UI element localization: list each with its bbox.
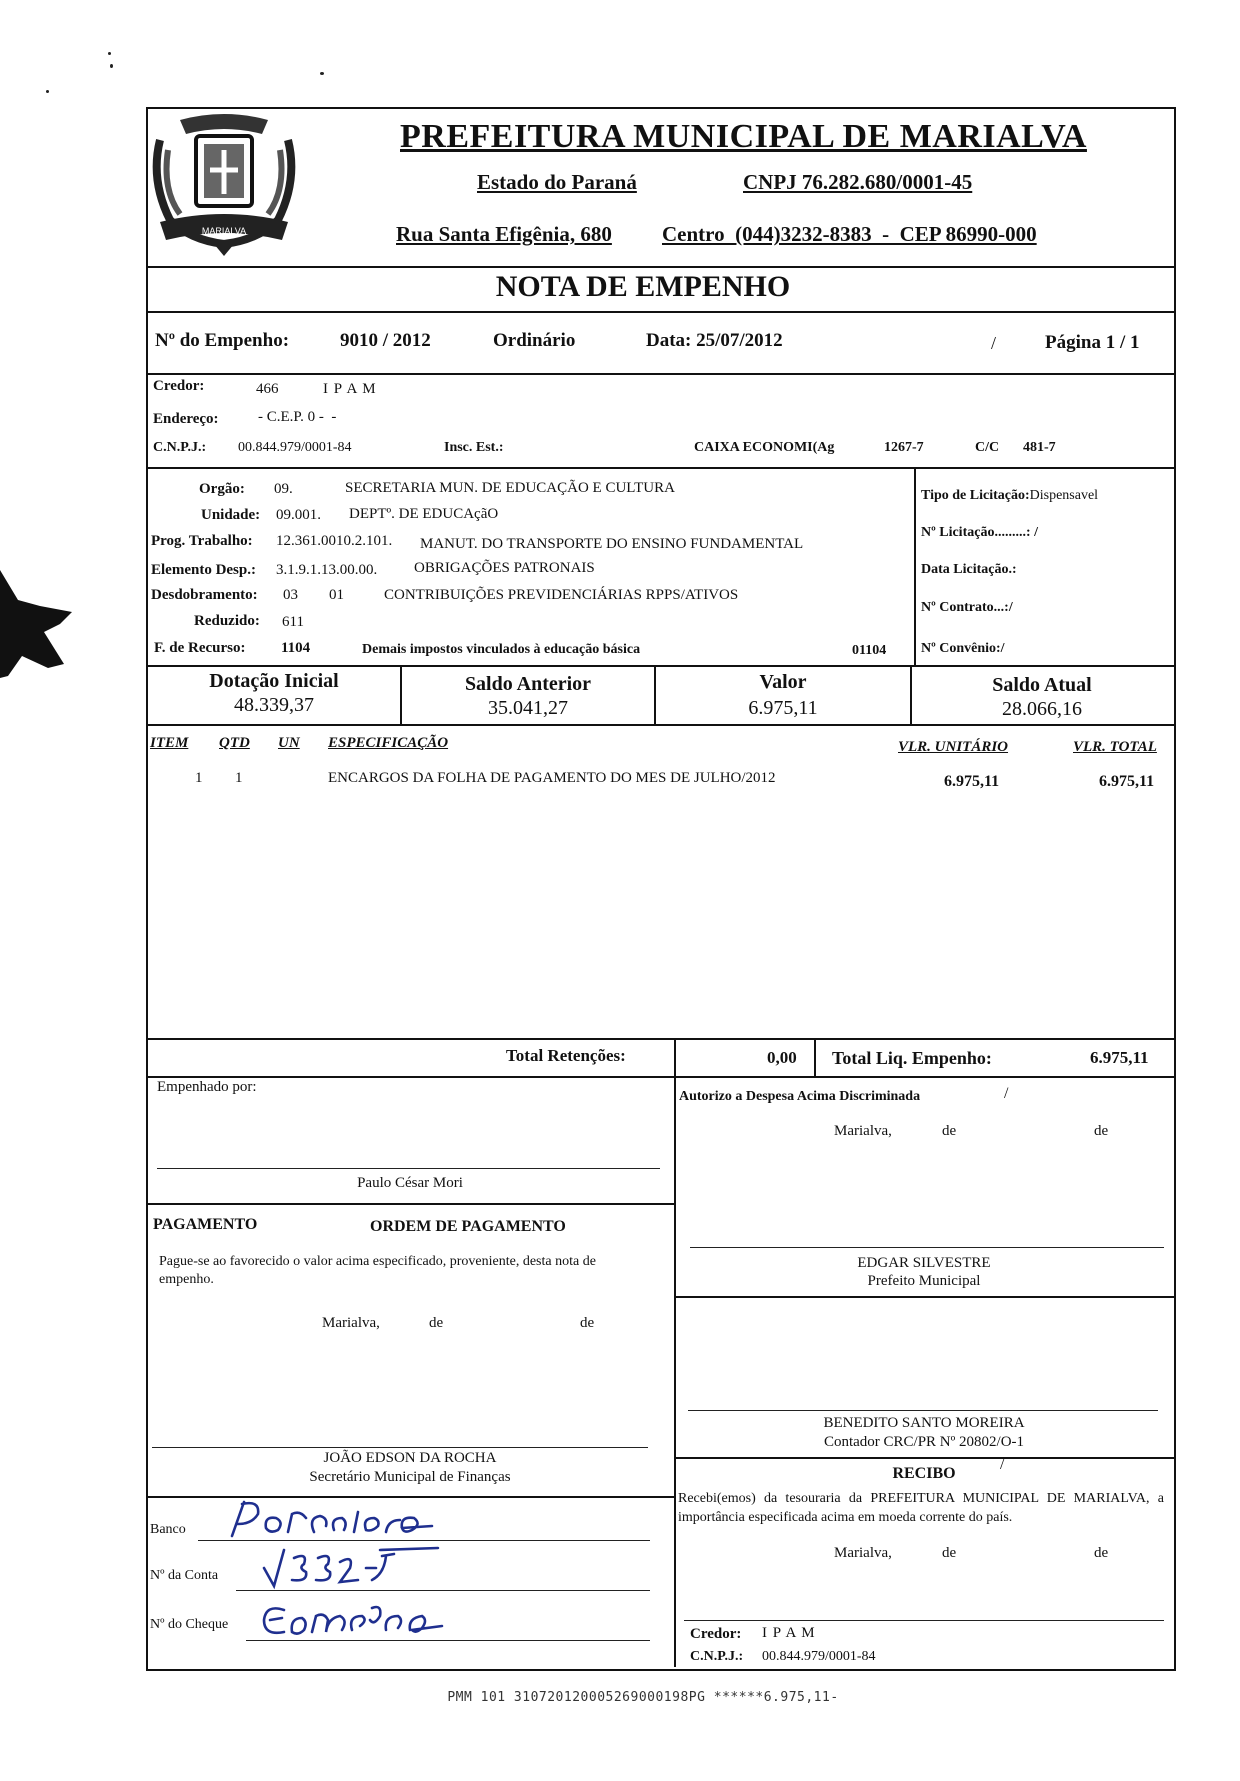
recibo-de-2: de: [1094, 1545, 1109, 1561]
recurso-code-2: 01104: [852, 643, 887, 658]
numero-contrato: Nº Contrato...:/: [921, 600, 1013, 615]
prog-name: MANUT. DO TRANSPORTE DO ENSINO FUNDAMENTAL: [420, 536, 804, 552]
empenho-date: Data: 25/07/2012: [646, 330, 783, 351]
empenhado-por-name: Paulo César Mori: [357, 1175, 463, 1191]
credor-bank: CAIXA ECONOMI(Ag: [694, 440, 835, 455]
municipality-address: Rua Santa Efigênia, 680: [396, 222, 612, 246]
empenho-type: Ordinário: [493, 330, 576, 351]
recibo-credor-value: I P A M: [762, 1625, 816, 1641]
page-indicator: Página 1 / 1: [1045, 332, 1140, 353]
numero-licitacao: Nº Licitação.........: /: [921, 525, 1038, 540]
recurso-label: F. de Recurso:: [154, 640, 246, 656]
unidade-code: 09.001.: [276, 507, 321, 523]
orgao-code: 09.: [274, 481, 293, 497]
total-liquido-value: 6.975,11: [1090, 1048, 1149, 1067]
autorizo-de-1: de: [942, 1123, 957, 1139]
pagamento-de-1: de: [429, 1315, 444, 1331]
speck: [110, 64, 113, 68]
state-name: Estado do Paraná: [477, 170, 637, 194]
item-unit-value: 6.975,11: [944, 773, 1000, 790]
recibo-credor-label: Credor:: [690, 1626, 742, 1642]
elemento-name: OBRIGAÇÕES PATRONAIS: [414, 560, 595, 576]
tick-mark: /: [991, 333, 997, 353]
saldo-anterior-label: Saldo Anterior: [464, 673, 592, 695]
dotacao-inicial-label: Dotação Inicial: [209, 670, 339, 692]
empenho-number: 9010 / 2012: [340, 330, 431, 351]
svg-text:MARIALVA: MARIALVA: [201, 226, 247, 236]
municipal-coat-of-arms-icon: [150, 110, 298, 260]
conta-label: Nº da Conta: [150, 1568, 219, 1583]
speck: [108, 52, 111, 55]
empenho-number-label: Nº do Empenho:: [155, 330, 290, 351]
recurso-code: 1104: [281, 640, 311, 656]
banco-label: Banco: [150, 1522, 186, 1537]
total-retencoes-value: 0,00: [767, 1048, 797, 1067]
prog-label: Prog. Trabalho:: [151, 533, 253, 549]
recurso-name: Demais impostos vinculados à educação básica: [362, 642, 641, 657]
dotacao-inicial-value: 48.339,37: [234, 694, 314, 716]
speck: [320, 72, 324, 75]
col-especificacao: ESPECIFICAÇÃO: [328, 735, 449, 751]
numero-convenio: Nº Convênio:/: [921, 641, 1005, 656]
ordem-pagamento-label: ORDEM DE PAGAMENTO: [370, 1218, 566, 1235]
tick-mark: /: [1004, 1085, 1009, 1102]
item-qtd: 1: [235, 770, 243, 786]
endereco-label: Endereço:: [153, 411, 219, 427]
total-liquido-label: Total Liq. Empenho:: [832, 1048, 992, 1068]
recibo-cnpj-label: C.N.P.J.:: [690, 1649, 744, 1664]
credor-agency: 1267-7: [884, 440, 924, 455]
pagamento-place: Marialva,: [322, 1315, 380, 1331]
contador-role: Contador CRC/PR Nº 20802/O-1: [823, 1434, 1025, 1450]
total-retencoes-label: Total Retenções:: [506, 1046, 626, 1065]
speck: [46, 90, 49, 93]
saldo-atual-value: 28.066,16: [1002, 698, 1082, 720]
credor-code: 466: [256, 381, 279, 397]
valor-value: 6.975,11: [748, 697, 818, 719]
item-number: 1: [195, 770, 203, 786]
credor-cnpj: 00.844.979/0001-84: [238, 440, 352, 455]
desdobramento-label: Desdobramento:: [151, 587, 258, 603]
cnpj-label: C.N.P.J.:: [153, 440, 207, 455]
recibo-place: Marialva,: [834, 1545, 892, 1561]
reduzido-value: 611: [282, 614, 304, 630]
recibo-label: RECIBO: [892, 1465, 956, 1482]
cc-value: 481-7: [1023, 440, 1056, 455]
pagamento-text: Pague-se ao favorecido o valor acima especificado, proveniente, desta nota de empenho.: [159, 1254, 596, 1287]
recibo-de-1: de: [942, 1545, 957, 1561]
municipality-cnpj: CNPJ 76.282.680/0001-45: [743, 170, 973, 194]
pagamento-de-2: de: [580, 1315, 595, 1331]
elemento-label: Elemento Desp.:: [151, 562, 256, 578]
secretario-role: Secretário Municipal de Finanças: [309, 1469, 511, 1485]
tipo-licitacao-label: Tipo de Licitação:Dispensavel: [921, 488, 1099, 503]
pagamento-label: PAGAMENTO: [153, 1216, 258, 1233]
autorizo-de-2: de: [1094, 1123, 1109, 1139]
handwritten-bank: [222, 1496, 452, 1542]
prog-code: 12.361.0010.2.101.: [276, 533, 393, 549]
col-valor-total: VLR. TOTAL: [1073, 739, 1157, 755]
authentication-code: PMM 101 310720120005269000198PG ******6.975,11-: [447, 1690, 839, 1705]
col-qtd: QTD: [219, 735, 250, 751]
autorizo-place: Marialva,: [834, 1123, 892, 1139]
insc-est-label: Insc. Est.:: [444, 440, 504, 455]
credor-name: I P A M: [323, 381, 377, 397]
orgao-name: SECRETARIA MUN. DE EDUCAÇÃO E CULTURA: [345, 480, 675, 496]
credor-label: Credor:: [153, 378, 205, 394]
elemento-code: 3.1.9.1.13.00.00.: [276, 562, 378, 578]
cc-label: C/C: [975, 440, 1000, 455]
desdobramento-name: CONTRIBUIÇÕES PREVIDENCIÁRIAS RPPS/ATIVOS: [384, 587, 739, 603]
contador-name: BENEDITO SANTO MOREIRA: [823, 1415, 1025, 1431]
tick-mark: /: [1000, 1456, 1005, 1473]
prefeito-role: Prefeito Municipal: [867, 1273, 981, 1289]
document-title: NOTA DE EMPENHO: [495, 270, 791, 303]
item-description: ENCARGOS DA FOLHA DE PAGAMENTO DO MES DE JULHO/2012: [328, 770, 776, 786]
handwritten-cheque: [256, 1596, 446, 1642]
col-un: UN: [278, 735, 300, 751]
conta-line: [236, 1590, 650, 1591]
desdobramento-code-2: 01: [329, 587, 344, 603]
unidade-label: Unidade:: [201, 507, 261, 523]
empenhado-por-label: Empenhado por:: [157, 1079, 257, 1095]
data-licitacao: Data Licitação.:: [921, 562, 1017, 577]
municipality-title: PREFEITURA MUNICIPAL DE MARIALVA: [400, 118, 1087, 155]
recibo-text: Recebi(emos) da tesouraria da PREFEITURA MUNICIPAL DE MARIALVA, a importância especificada acima em moeda corrente do país.: [678, 1491, 1164, 1525]
handwritten-account: [260, 1546, 440, 1590]
valor-label: Valor: [759, 671, 807, 693]
ink-blot: [0, 560, 80, 700]
desdobramento-code-1: 03: [283, 587, 298, 603]
col-valor-unitario: VLR. UNITÁRIO: [898, 739, 1009, 755]
saldo-atual-label: Saldo Atual: [992, 674, 1092, 696]
cheque-label: Nº do Cheque: [150, 1617, 229, 1632]
item-total-value: 6.975,11: [1099, 773, 1155, 790]
recibo-cnpj-value: 00.844.979/0001-84: [762, 1649, 876, 1664]
prefeito-name: EDGAR SILVESTRE: [857, 1255, 991, 1271]
saldo-anterior-value: 35.041,27: [488, 697, 568, 719]
endereco-value: - C.E.P. 0 - -: [258, 409, 337, 425]
unidade-name: DEPTº. DE EDUCAçãO: [349, 506, 499, 522]
orgao-label: Orgão:: [199, 481, 245, 497]
reduzido-label: Reduzido:: [194, 613, 260, 629]
secretario-name: JOÃO EDSON DA ROCHA: [323, 1450, 497, 1466]
col-item: ITEM: [150, 735, 189, 751]
autorizo-label: Autorizo a Despesa Acima Discriminada: [679, 1089, 921, 1104]
municipality-contact: Centro (044)3232-8383 - CEP 86990-000: [662, 222, 1037, 246]
